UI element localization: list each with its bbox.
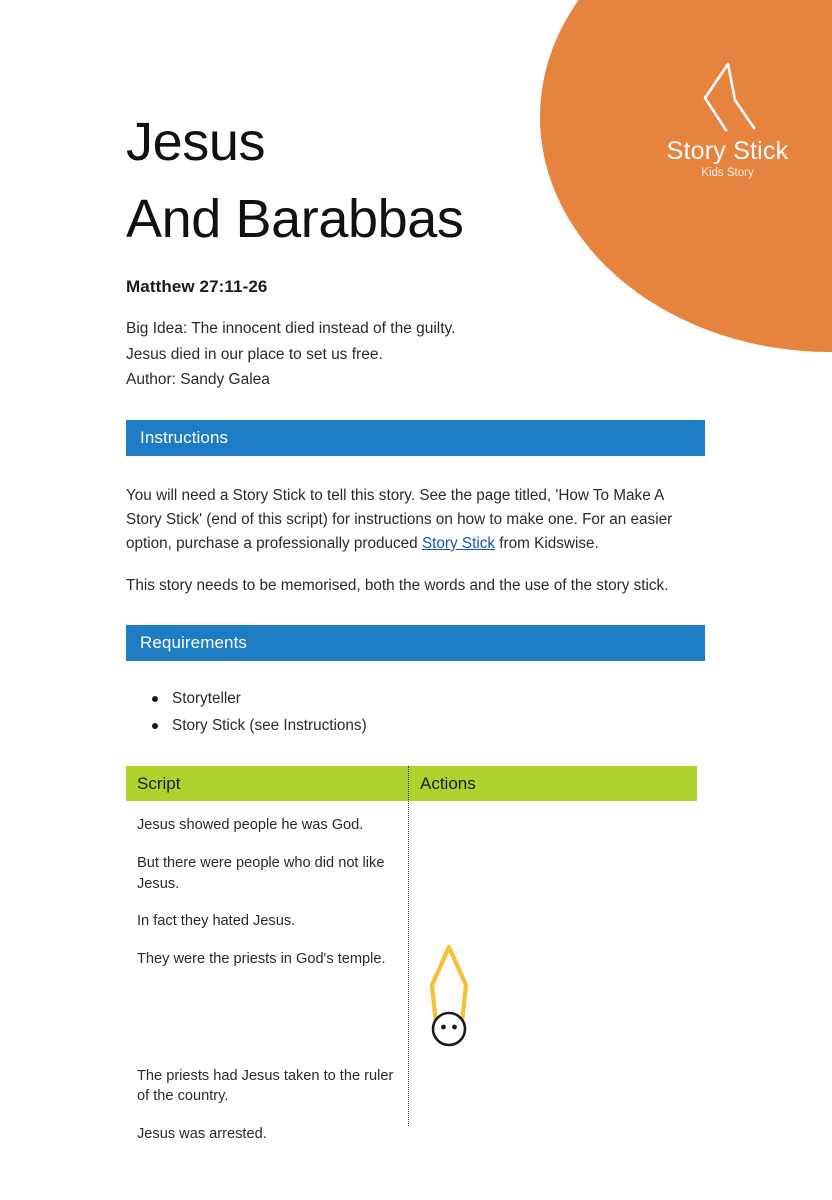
table-row: In fact they hated Jesus. <box>137 913 296 930</box>
instructions-paragraph-1 <box>126 484 701 556</box>
brand-name: Story Stick <box>666 137 789 165</box>
section-header-requirements-label: Requirements <box>140 633 248 653</box>
big-idea-line-1: Big Idea: The innocent died instead of the guilty. <box>126 320 456 338</box>
table-header-script <box>126 766 408 801</box>
instructions-paragraph-2: This story needs to be memorised, both the words and the use of the story stick. <box>126 577 669 595</box>
page-title <box>126 0 556 257</box>
table-header-script-label: Script <box>137 773 181 793</box>
document-meta <box>126 316 832 392</box>
script-actions-table <box>126 766 697 1162</box>
page-title-line-2: And Barabbas <box>126 188 464 249</box>
list-item: Story Stick (see Instructions) <box>172 714 832 738</box>
table-body <box>126 801 697 1162</box>
brand-tagline: Kids Story <box>701 167 754 180</box>
table-row: But there were people who did not like Jesus. <box>137 854 385 892</box>
requirements-list <box>126 687 832 738</box>
table-column-divider <box>408 766 410 1126</box>
table-row: Jesus showed people he was God. <box>137 817 364 834</box>
section-header-instructions <box>126 420 705 456</box>
author-line: Author: Sandy Galea <box>126 371 270 389</box>
page-title-line-1: Jesus <box>126 112 266 172</box>
section-header-instructions-label: Instructions <box>140 427 229 447</box>
table-header-actions <box>408 766 697 801</box>
story-stick-priest-icon <box>422 941 478 1053</box>
script-column <box>126 801 408 1162</box>
table-header-row <box>126 766 697 801</box>
table-row: They were the priests in God's temple. <box>137 951 386 967</box>
table-row: Jesus was arrested. <box>137 1126 267 1143</box>
list-item: Storyteller <box>172 687 832 711</box>
actions-column <box>408 801 697 1162</box>
big-idea-line-2: Jesus died in our place to set us free. <box>126 345 383 363</box>
section-header-requirements <box>126 625 705 661</box>
instructions-text-after-link: from Kidswise. <box>495 534 599 552</box>
story-stick-link[interactable]: Story Stick <box>421 534 496 552</box>
scripture-reference: Matthew 27:11-26 <box>126 277 268 297</box>
instructions-body <box>126 484 701 599</box>
table-header-actions-label: Actions <box>420 773 476 793</box>
instructions-text-before-link: You will need a Story Stick to tell this story. See the page titled, 'How To Make A Story Stick' (end of this script) for instructions on how to make one. For an easier option, purchase a professionally produced <box>126 486 673 552</box>
table-row: The priests had Jesus taken to the ruler of the country. <box>137 1067 394 1105</box>
